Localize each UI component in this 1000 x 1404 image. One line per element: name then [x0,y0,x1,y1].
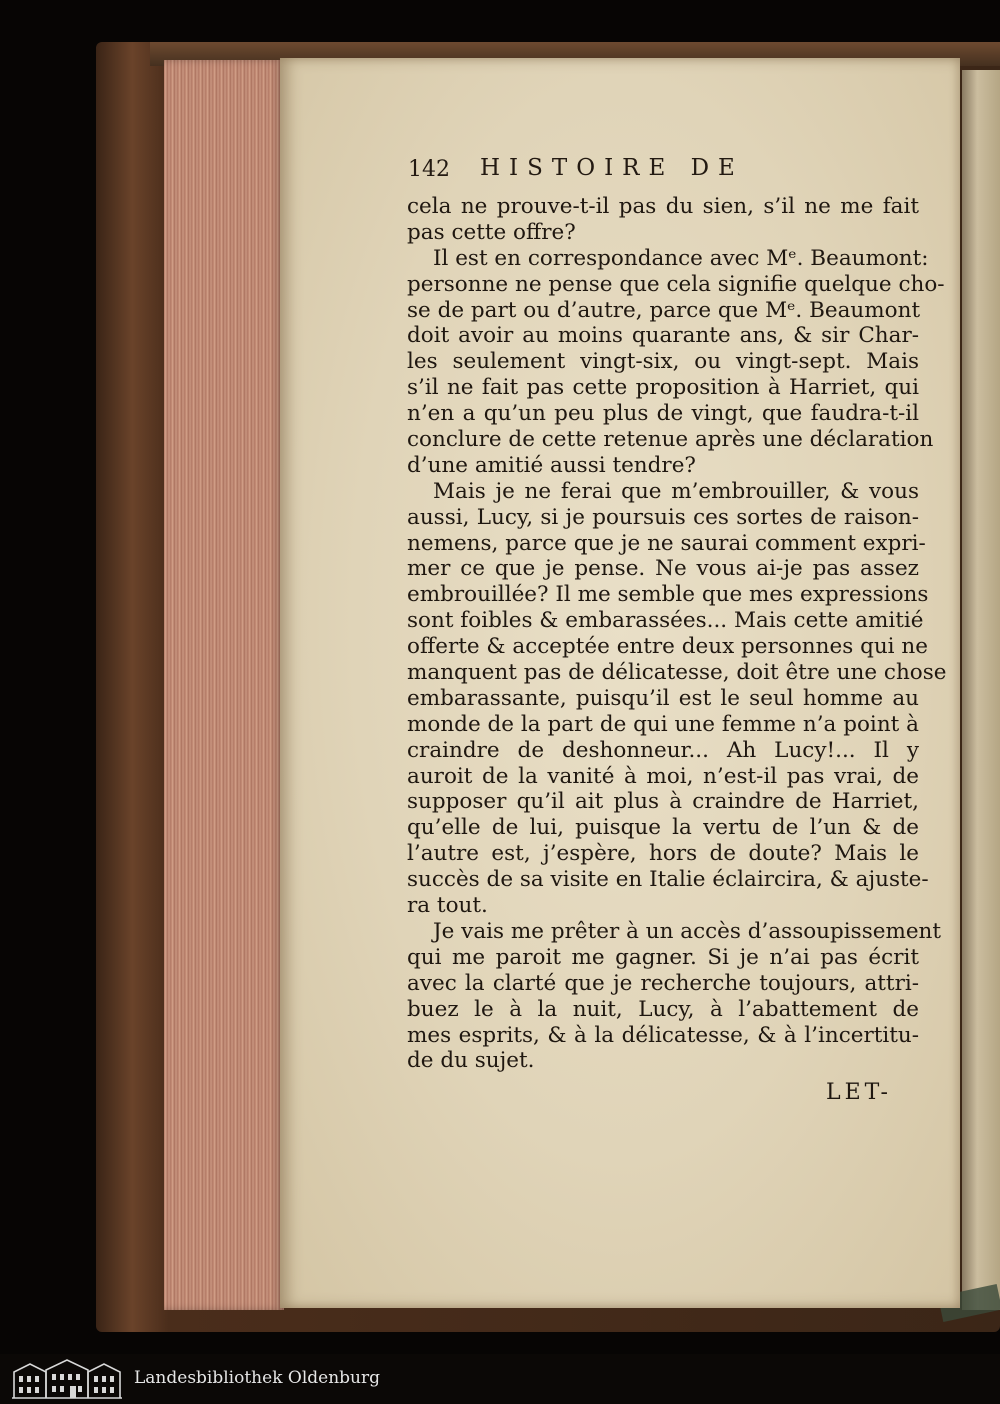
text-line: buez le à la nuit, Lucy, à l’abattement de [407,996,919,1022]
page-number: 142 [408,157,450,182]
text-line: Mais je ne ferai que m’embrouiller, & vous [433,478,919,504]
text-line: supposer qu’il ait plus à craindre de Harriet, [407,789,919,815]
text-line: avec la clarté que je recherche toujours, attri- [407,970,919,996]
text-line: s’il ne fait pas cette proposition à Harriet, qui [407,375,919,401]
page-edges [164,60,284,1310]
text-line: offerte & acceptée entre deux personnes qui ne [407,634,928,660]
facing-page-edge [962,70,1000,1310]
text-line: qui me paroit me gagner. Si je n’ai pas écrit [407,944,919,970]
text-line: auroit de la vanité à moi, n’est-il pas vrai, de [407,763,919,789]
catchword: LET- [826,1080,892,1105]
footer-bar [0,1354,1000,1404]
text-line: aussi, Lucy, si je poursuis ces sortes de raison- [407,504,919,530]
text-line: craindre de deshonneur... Ah Lucy!... Il y [407,737,919,763]
text-line: nemens, parce que je ne saurai comment expri- [407,530,926,556]
text-line: monde de la part de qui une femme n’a point à [407,711,919,737]
text-line: ra tout. [407,893,488,919]
text-line: embrouillée? Il me semble que mes expressions [407,582,929,608]
text-line: pas cette offre? [407,219,576,245]
running-title: HISTOIRE DE [480,155,744,181]
text-line: Il est en correspondance avec Mᵉ. Beaumont: [433,245,929,271]
text-line: doit avoir au moins quarante ans, & sir Char- [407,323,919,349]
text-line: d’une amitié aussi tendre? [407,452,696,478]
text-line: succès de sa visite en Italie éclaircira, & ajuste- [407,867,929,893]
text-line: conclure de cette retenue après une déclaration [407,427,934,453]
library-name: Landesbibliothek Oldenburg [134,1368,381,1388]
library-building-icon [10,1358,124,1400]
text-line: Je vais me prêter à un accès d’assoupissement [433,918,942,944]
text-line: manquent pas de délicatesse, doit être une chose [407,660,947,686]
text-line: mer ce que je pense. Ne vous ai-je pas assez [407,556,919,582]
page-header [408,155,918,189]
text-line: sont foibles & embarassées... Mais cette amitié [407,608,924,634]
text-line: cela ne prouve-t-il pas du sien, s’il ne me fait [407,194,919,219]
text-line: n’en a qu’un peu plus de vingt, que faudra-t-il [407,401,919,427]
page-text [407,194,947,1074]
text-line: personne ne pense que cela signifie quelque cho- [407,271,945,297]
text-line: mes esprits, & à la délicatesse, & à l’incertitu- [407,1022,919,1048]
text-line: les seulement vingt-six, ou vingt-sept. Mais [407,349,919,375]
text-line: l’autre est, j’espère, hors de doute? Mais le [407,841,919,867]
text-line: qu’elle de lui, puisque la vertu de l’un & de [407,815,919,841]
text-line: embarassante, puisqu’il est le seul homme au [407,685,919,711]
text-line: de du sujet. [407,1048,535,1074]
text-line: se de part ou d’autre, parce que Mᵉ. Beaumont [407,297,921,323]
